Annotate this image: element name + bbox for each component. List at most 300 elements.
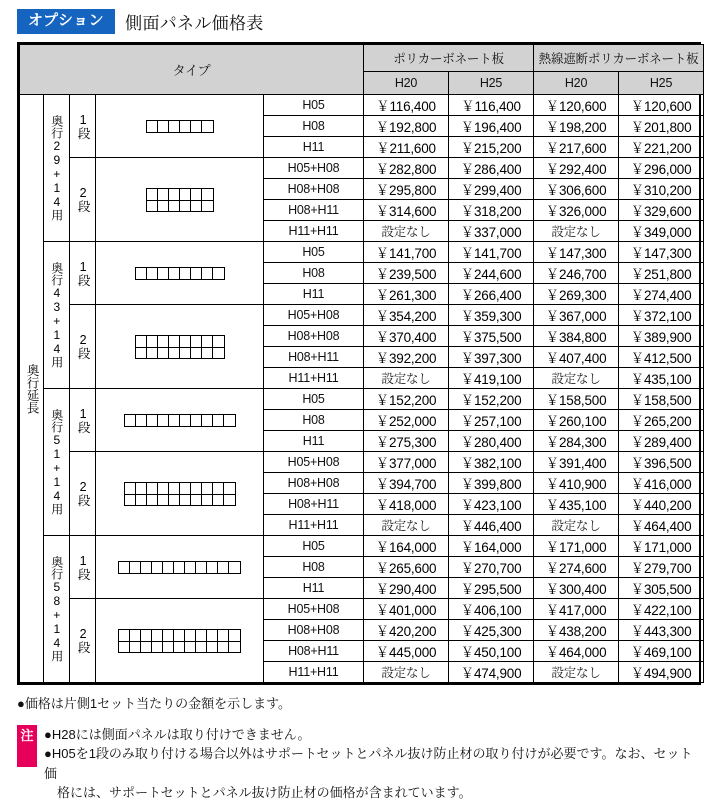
price-cell: ￥422,100: [619, 599, 704, 620]
price-cell: ￥251,800: [619, 263, 704, 284]
panel-grid-row: [125, 415, 235, 426]
panel-height-code: H08: [264, 263, 364, 284]
sub-header-heat-h25: H25: [619, 72, 704, 95]
price-cell: ￥266,400: [449, 284, 534, 305]
panel-grid-cell: [169, 189, 180, 200]
panel-diagram: [96, 158, 263, 241]
caution-item-3: 格には、サポートセットとパネル抜け防止材の価格が含まれています。: [57, 785, 472, 800]
panel-grid-row: [119, 630, 240, 641]
panel-grid-cell: [213, 268, 224, 279]
price-cell: ￥394,700: [364, 473, 449, 494]
price-cell: ￥359,300: [449, 305, 534, 326]
price-cell: ￥367,000: [534, 305, 619, 326]
panel-grid: [146, 188, 214, 212]
table-header: [20, 45, 704, 95]
price-cell: ￥310,200: [619, 179, 704, 200]
row-label-tier: 1段: [70, 536, 96, 599]
panel-grid-cell: [224, 494, 235, 505]
panel-grid-cell: [191, 200, 202, 211]
panel-height-code: H08+H11: [264, 641, 364, 662]
panel-grid-cell: [147, 268, 158, 279]
caution-badge: 注: [17, 725, 37, 767]
row-label-tier: 2段: [70, 599, 96, 683]
panel-height-code: H08+H08: [264, 620, 364, 641]
panel-grid-cell: [213, 483, 224, 494]
sub-header-poly-h25: H25: [449, 72, 534, 95]
panel-grid: [118, 629, 241, 653]
panel-grid-cell: [147, 336, 158, 347]
panel-grid: [135, 267, 225, 280]
panel-grid-cell: [180, 121, 191, 132]
panel-grid-cell: [180, 494, 191, 505]
price-cell: ￥392,200: [364, 347, 449, 368]
panel-grid-cell: [191, 121, 202, 132]
table-row: [20, 95, 704, 116]
price-cell: ￥215,200: [449, 137, 534, 158]
panel-diagram-cell: [96, 599, 264, 683]
price-cell: ￥440,200: [619, 494, 704, 515]
panel-grid-cell: [213, 494, 224, 505]
panel-grid: [124, 414, 236, 427]
panel-grid-cell: [224, 415, 235, 426]
panel-grid-cell: [169, 415, 180, 426]
table-row: [20, 536, 704, 557]
row-label-tier: 2段: [70, 305, 96, 389]
price-cell: ￥295,500: [449, 578, 534, 599]
panel-diagram-cell: [96, 389, 264, 452]
price-cell: ￥257,100: [449, 410, 534, 431]
price-cell: ￥171,000: [619, 536, 704, 557]
price-cell: 設定なし: [364, 368, 449, 389]
price-cell: ￥217,600: [534, 137, 619, 158]
panel-grid-row: [119, 562, 240, 573]
price-cell: ￥300,400: [534, 578, 619, 599]
panel-height-code: H11: [264, 137, 364, 158]
caution-item-1: ●H28には側面パネルは取り付けできません。: [44, 726, 311, 742]
option-badge: オプション: [17, 9, 115, 33]
panel-grid-cell: [119, 630, 130, 641]
panel-grid-cell: [180, 268, 191, 279]
panel-grid-cell: [213, 415, 224, 426]
price-cell: ￥391,400: [534, 452, 619, 473]
price-cell: ￥443,300: [619, 620, 704, 641]
panel-grid-cell: [152, 641, 163, 652]
panel-grid: [146, 120, 214, 133]
row-label-depth: 奥行58+14用: [44, 536, 70, 683]
panel-diagram: [96, 389, 263, 451]
price-cell: ￥370,400: [364, 326, 449, 347]
price-cell: ￥158,500: [534, 389, 619, 410]
price-cell: ￥292,400: [534, 158, 619, 179]
price-cell: ￥318,200: [449, 200, 534, 221]
price-cell: ￥416,000: [619, 473, 704, 494]
panel-grid-cell: [147, 415, 158, 426]
panel-grid-cell: [202, 200, 213, 211]
panel-grid-cell: [213, 347, 224, 358]
price-cell: ￥147,300: [534, 242, 619, 263]
caution-block: [17, 725, 718, 803]
price-cell: ￥396,500: [619, 452, 704, 473]
price-cell: ￥295,800: [364, 179, 449, 200]
table-body: [20, 95, 704, 683]
footer-notes: [17, 694, 718, 803]
panel-grid-cell: [191, 336, 202, 347]
price-table-container: [17, 42, 701, 685]
panel-grid-cell: [158, 494, 169, 505]
panel-height-code: H11+H11: [264, 662, 364, 683]
panel-grid: [124, 482, 236, 506]
price-cell: ￥282,800: [364, 158, 449, 179]
price-cell: ￥116,400: [449, 95, 534, 116]
price-cell: ￥221,200: [619, 137, 704, 158]
panel-height-code: H05: [264, 95, 364, 116]
panel-grid: [135, 335, 225, 359]
panel-height-code: H05+H08: [264, 305, 364, 326]
price-cell: ￥407,400: [534, 347, 619, 368]
panel-grid-cell: [202, 189, 213, 200]
panel-grid-cell: [180, 415, 191, 426]
price-cell: ￥270,700: [449, 557, 534, 578]
panel-grid-cell: [218, 630, 229, 641]
price-cell: ￥377,000: [364, 452, 449, 473]
type-header: タイプ: [20, 45, 364, 95]
price-cell: ￥464,000: [534, 641, 619, 662]
panel-grid-cell: [158, 336, 169, 347]
price-cell: ￥265,600: [364, 557, 449, 578]
row-label-tier: 2段: [70, 158, 96, 242]
price-cell: ￥147,300: [619, 242, 704, 263]
price-cell: ￥450,100: [449, 641, 534, 662]
panel-grid-cell: [191, 494, 202, 505]
page-title-bar: [0, 0, 718, 42]
panel-grid-cell: [229, 641, 240, 652]
panel-grid-cell: [185, 641, 196, 652]
price-note: ●価格は片側1セット当たりの金額を示します。: [17, 696, 292, 711]
panel-height-code: H11+H11: [264, 221, 364, 242]
table-row: [20, 242, 704, 263]
panel-grid-cell: [229, 630, 240, 641]
panel-grid-cell: [158, 200, 169, 211]
price-cell: ￥260,100: [534, 410, 619, 431]
price-cell: ￥141,700: [364, 242, 449, 263]
panel-grid-cell: [163, 630, 174, 641]
panel-height-code: H05+H08: [264, 452, 364, 473]
panel-grid-row: [136, 347, 224, 358]
price-cell: ￥423,100: [449, 494, 534, 515]
price-cell: ￥196,400: [449, 116, 534, 137]
price-cell: ￥252,000: [364, 410, 449, 431]
panel-height-code: H05: [264, 242, 364, 263]
panel-grid: [118, 561, 241, 574]
price-cell: ￥239,500: [364, 263, 449, 284]
row-label-tier: 2段: [70, 452, 96, 536]
price-cell: 設定なし: [364, 221, 449, 242]
panel-grid-cell: [169, 268, 180, 279]
panel-grid-cell: [130, 641, 141, 652]
table-row: [20, 158, 704, 179]
row-label-depth: 奥行29+14用: [44, 95, 70, 242]
panel-diagram: [96, 242, 263, 304]
panel-height-code: H08+H08: [264, 326, 364, 347]
panel-grid-cell: [196, 562, 207, 573]
panel-grid-cell: [202, 415, 213, 426]
price-cell: ￥274,600: [534, 557, 619, 578]
panel-grid-cell: [136, 268, 147, 279]
panel-grid-cell: [163, 641, 174, 652]
price-cell: ￥354,200: [364, 305, 449, 326]
panel-height-code: H08+H08: [264, 179, 364, 200]
panel-grid-row: [147, 121, 213, 132]
panel-grid-cell: [119, 641, 130, 652]
price-cell: ￥198,200: [534, 116, 619, 137]
panel-grid-cell: [202, 336, 213, 347]
price-cell: ￥284,300: [534, 431, 619, 452]
row-label-tier: 1段: [70, 95, 96, 158]
panel-grid-cell: [196, 630, 207, 641]
price-cell: ￥280,400: [449, 431, 534, 452]
panel-grid-cell: [169, 494, 180, 505]
panel-grid-cell: [119, 562, 130, 573]
price-cell: ￥211,600: [364, 137, 449, 158]
panel-grid-cell: [202, 483, 213, 494]
panel-grid-cell: [185, 562, 196, 573]
panel-grid-cell: [158, 121, 169, 132]
panel-grid-cell: [174, 641, 185, 652]
panel-grid-cell: [218, 562, 229, 573]
panel-diagram: [96, 95, 263, 157]
panel-height-code: H08: [264, 410, 364, 431]
price-cell: 設定なし: [534, 662, 619, 683]
panel-height-code: H08+H08: [264, 473, 364, 494]
panel-height-code: H08+H11: [264, 494, 364, 515]
panel-grid-cell: [202, 494, 213, 505]
price-cell: ￥410,900: [534, 473, 619, 494]
panel-height-code: H11+H11: [264, 368, 364, 389]
price-cell: ￥474,900: [449, 662, 534, 683]
price-cell: ￥306,600: [534, 179, 619, 200]
panel-grid-cell: [158, 415, 169, 426]
price-cell: ￥141,700: [449, 242, 534, 263]
panel-grid-cell: [224, 483, 235, 494]
panel-grid-cell: [213, 336, 224, 347]
panel-grid-row: [136, 336, 224, 347]
price-cell: ￥494,900: [619, 662, 704, 683]
price-cell: ￥412,500: [619, 347, 704, 368]
panel-height-code: H05: [264, 389, 364, 410]
panel-grid-cell: [207, 641, 218, 652]
panel-grid-cell: [180, 483, 191, 494]
panel-grid-cell: [180, 336, 191, 347]
panel-diagram: [96, 599, 263, 682]
price-cell: 設定なし: [364, 515, 449, 536]
panel-grid-cell: [191, 347, 202, 358]
price-cell: ￥420,200: [364, 620, 449, 641]
panel-grid-cell: [180, 347, 191, 358]
panel-height-code: H08: [264, 557, 364, 578]
panel-grid-row: [125, 494, 235, 505]
price-cell: ￥290,400: [364, 578, 449, 599]
price-cell: 設定なし: [534, 221, 619, 242]
panel-grid-cell: [169, 121, 180, 132]
group-header-polycarbonate: ポリカーボネート板: [364, 45, 534, 72]
price-cell: ￥201,800: [619, 116, 704, 137]
price-cell: ￥246,700: [534, 263, 619, 284]
table-row: [20, 305, 704, 326]
price-cell: ￥116,400: [364, 95, 449, 116]
price-cell: ￥469,100: [619, 641, 704, 662]
price-cell: ￥382,100: [449, 452, 534, 473]
page-title: 側面パネル価格表: [125, 14, 264, 33]
panel-grid-cell: [147, 121, 158, 132]
row-label-tier: 1段: [70, 242, 96, 305]
price-cell: ￥286,400: [449, 158, 534, 179]
price-cell: ￥261,300: [364, 284, 449, 305]
panel-height-code: H05: [264, 536, 364, 557]
row-label-depth: 奥行51+14用: [44, 389, 70, 536]
price-cell: 設定なし: [364, 662, 449, 683]
panel-diagram: [96, 536, 263, 598]
price-cell: ￥397,300: [449, 347, 534, 368]
panel-diagram: [96, 452, 263, 535]
price-cell: ￥401,000: [364, 599, 449, 620]
table-row: [20, 599, 704, 620]
panel-grid-cell: [196, 641, 207, 652]
panel-diagram-cell: [96, 536, 264, 599]
panel-grid-row: [136, 268, 224, 279]
panel-grid-cell: [125, 415, 136, 426]
price-cell: ￥120,600: [619, 95, 704, 116]
price-cell: 設定なし: [534, 515, 619, 536]
price-cell: ￥152,200: [364, 389, 449, 410]
panel-height-code: H05+H08: [264, 599, 364, 620]
price-cell: ￥152,200: [449, 389, 534, 410]
price-cell: ￥314,600: [364, 200, 449, 221]
price-cell: ￥296,000: [619, 158, 704, 179]
panel-grid-cell: [141, 641, 152, 652]
panel-height-code: H11: [264, 431, 364, 452]
panel-grid-cell: [141, 562, 152, 573]
price-cell: ￥384,800: [534, 326, 619, 347]
price-cell: ￥438,200: [534, 620, 619, 641]
panel-grid-cell: [136, 415, 147, 426]
panel-diagram: [96, 305, 263, 388]
price-cell: ￥406,100: [449, 599, 534, 620]
price-cell: ￥425,300: [449, 620, 534, 641]
panel-grid-cell: [229, 562, 240, 573]
panel-grid-cell: [147, 189, 158, 200]
price-cell: 設定なし: [534, 368, 619, 389]
panel-grid-cell: [169, 483, 180, 494]
panel-grid-cell: [125, 483, 136, 494]
panel-grid-cell: [207, 630, 218, 641]
price-cell: ￥164,000: [449, 536, 534, 557]
price-cell: ￥120,600: [534, 95, 619, 116]
panel-grid-row: [147, 200, 213, 211]
price-cell: ￥192,800: [364, 116, 449, 137]
panel-grid-cell: [169, 347, 180, 358]
price-cell: ￥464,400: [619, 515, 704, 536]
price-cell: ￥171,000: [534, 536, 619, 557]
price-cell: ￥418,000: [364, 494, 449, 515]
panel-grid-cell: [158, 483, 169, 494]
panel-grid-row: [147, 189, 213, 200]
panel-grid-cell: [158, 189, 169, 200]
panel-height-code: H08: [264, 116, 364, 137]
panel-grid-cell: [202, 347, 213, 358]
group-header-heatshield-polycarbonate: 熱線遮断ポリカーボネート板: [534, 45, 704, 72]
panel-diagram-cell: [96, 452, 264, 536]
caution-text: [44, 725, 694, 803]
panel-grid-cell: [191, 268, 202, 279]
panel-grid-cell: [136, 336, 147, 347]
panel-grid-cell: [152, 630, 163, 641]
price-cell: ￥419,100: [449, 368, 534, 389]
row-label-depth: 奥行43+14用: [44, 242, 70, 389]
price-cell: ￥299,400: [449, 179, 534, 200]
panel-grid-cell: [202, 121, 213, 132]
side-panel-price-table: [19, 44, 704, 683]
panel-grid-cell: [180, 189, 191, 200]
panel-grid-cell: [147, 200, 158, 211]
panel-grid-cell: [174, 562, 185, 573]
price-cell: ￥274,400: [619, 284, 704, 305]
price-cell: ￥289,400: [619, 431, 704, 452]
panel-height-code: H11: [264, 578, 364, 599]
panel-grid-cell: [136, 483, 147, 494]
panel-height-code: H08+H11: [264, 200, 364, 221]
panel-grid-cell: [185, 630, 196, 641]
panel-grid-cell: [169, 200, 180, 211]
panel-diagram-cell: [96, 242, 264, 305]
panel-diagram-cell: [96, 158, 264, 242]
price-cell: ￥435,100: [534, 494, 619, 515]
price-cell: ￥349,000: [619, 221, 704, 242]
price-cell: ￥326,000: [534, 200, 619, 221]
panel-grid-cell: [136, 347, 147, 358]
panel-grid-cell: [207, 562, 218, 573]
panel-grid-cell: [218, 641, 229, 652]
price-cell: ￥375,500: [449, 326, 534, 347]
price-cell: ￥337,000: [449, 221, 534, 242]
panel-grid-cell: [191, 483, 202, 494]
panel-grid-cell: [202, 268, 213, 279]
sub-header-poly-h20: H20: [364, 72, 449, 95]
panel-grid-cell: [130, 562, 141, 573]
price-cell: ￥372,100: [619, 305, 704, 326]
panel-grid-cell: [174, 630, 185, 641]
panel-height-code: H08+H11: [264, 347, 364, 368]
price-cell: ￥305,500: [619, 578, 704, 599]
panel-grid-cell: [169, 336, 180, 347]
panel-diagram-cell: [96, 305, 264, 389]
panel-height-code: H11+H11: [264, 515, 364, 536]
price-cell: ￥329,600: [619, 200, 704, 221]
panel-grid-cell: [147, 494, 158, 505]
panel-grid-row: [125, 483, 235, 494]
price-cell: ￥164,000: [364, 536, 449, 557]
table-row: [20, 389, 704, 410]
price-cell: ￥244,600: [449, 263, 534, 284]
panel-grid-cell: [163, 562, 174, 573]
panel-grid-cell: [141, 630, 152, 641]
panel-grid-cell: [180, 200, 191, 211]
panel-grid-cell: [158, 268, 169, 279]
price-cell: ￥445,000: [364, 641, 449, 662]
panel-grid-cell: [158, 347, 169, 358]
panel-grid-cell: [147, 347, 158, 358]
panel-grid-cell: [125, 494, 136, 505]
sub-header-heat-h20: H20: [534, 72, 619, 95]
